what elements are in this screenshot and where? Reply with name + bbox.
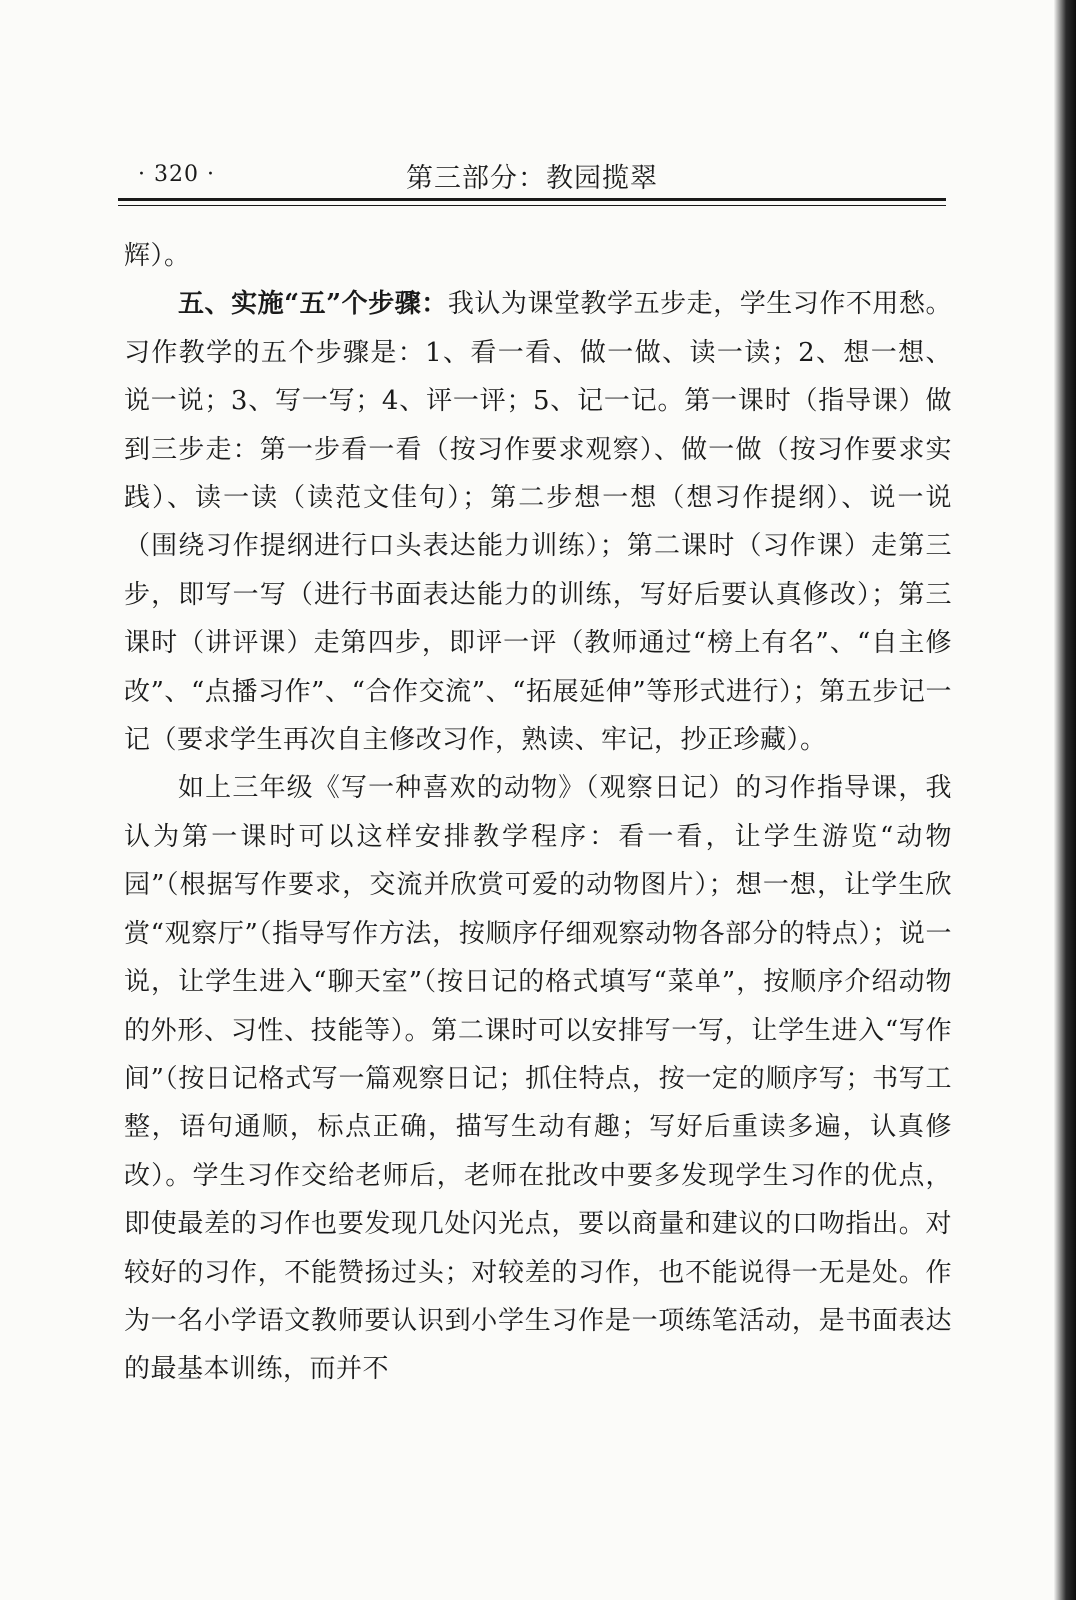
- header-rule-thick: [118, 198, 946, 201]
- body-text: [124, 232, 952, 1394]
- page-edge-shadow: [1054, 0, 1076, 1600]
- page-header: [124, 152, 946, 192]
- page-number: · 320 ·: [138, 162, 215, 187]
- paragraph-text: 辉）。: [124, 241, 191, 271]
- running-title: 第三部分：教园揽翠: [406, 163, 658, 194]
- paragraph-example: [124, 764, 952, 1393]
- paragraph-text: 如上三年级《写一种喜欢的动物》（观察日记）的习作指导课，我认为第一课时可以这样安排教学程序：看一看，让学生游览“动物园”（根据写作要求，交流并欣赏可爱的动物图片）；想一想，让学生欣赏“观察厅”（指导写作方法，按顺序仔细观察动物各部分的特点）；说一说，让学生进入“聊天室”（按日记的格式填写“菜单”，按顺序介绍动物的外形、习性、技能等）。第二课时可以安排写一写，让学生进入“写作间”（按日记格式写一篇观察日记；抓住特点，按一定的顺序写；书写工整，语句通顺，标点正确，描写生动有趣；写好后重读多遍，认真修改）。学生习作交给老师后，老师在批改中要多发现学生习作的优点，即使最差的习作也要发现几处闪光点，要以商量和建议的口吻指出。对较好的习作，不能赞扬过头；对较差的习作，也不能说得一无是处。作为一名小学语文教师要认识到小学生习作是一项练笔活动，是书面表达的最基本训练，而并不: [124, 773, 952, 1385]
- paragraph-continuation: [124, 232, 952, 280]
- paragraph-heading: 五、实施“五”个步骤：: [178, 289, 448, 320]
- header-rule-thin: [118, 205, 946, 206]
- paragraph-text: 我认为课堂教学五步走，学生习作不用愁。习作教学的五个步骤是：1、看一看、做一做、读一读；2、想一想、说一说；3、写一写；4、评一评；5、记一记。第一课时（指导课）做到三步走：第一步看一看（按习作要求观察）、做一做（按习作要求实践）、读一读（读范文佳句）；第二步想一想（想习作提纲）、说一说（围绕习作提纲进行口头表达能力训练）；第二课时（习作课）走第三步，即写一写（进行书面表达能力的训练，写好后要认真修改）；第三课时（讲评课）走第四步，即评一评（教师通过“榜上有名”、“自主修改”、“点播习作”、“合作交流”、“拓展延伸”等形式进行）；第五步记一记（要求学生再次自主修改习作，熟读、牢记，抄正珍藏）。: [124, 289, 952, 756]
- paragraph-five-steps: [124, 280, 952, 764]
